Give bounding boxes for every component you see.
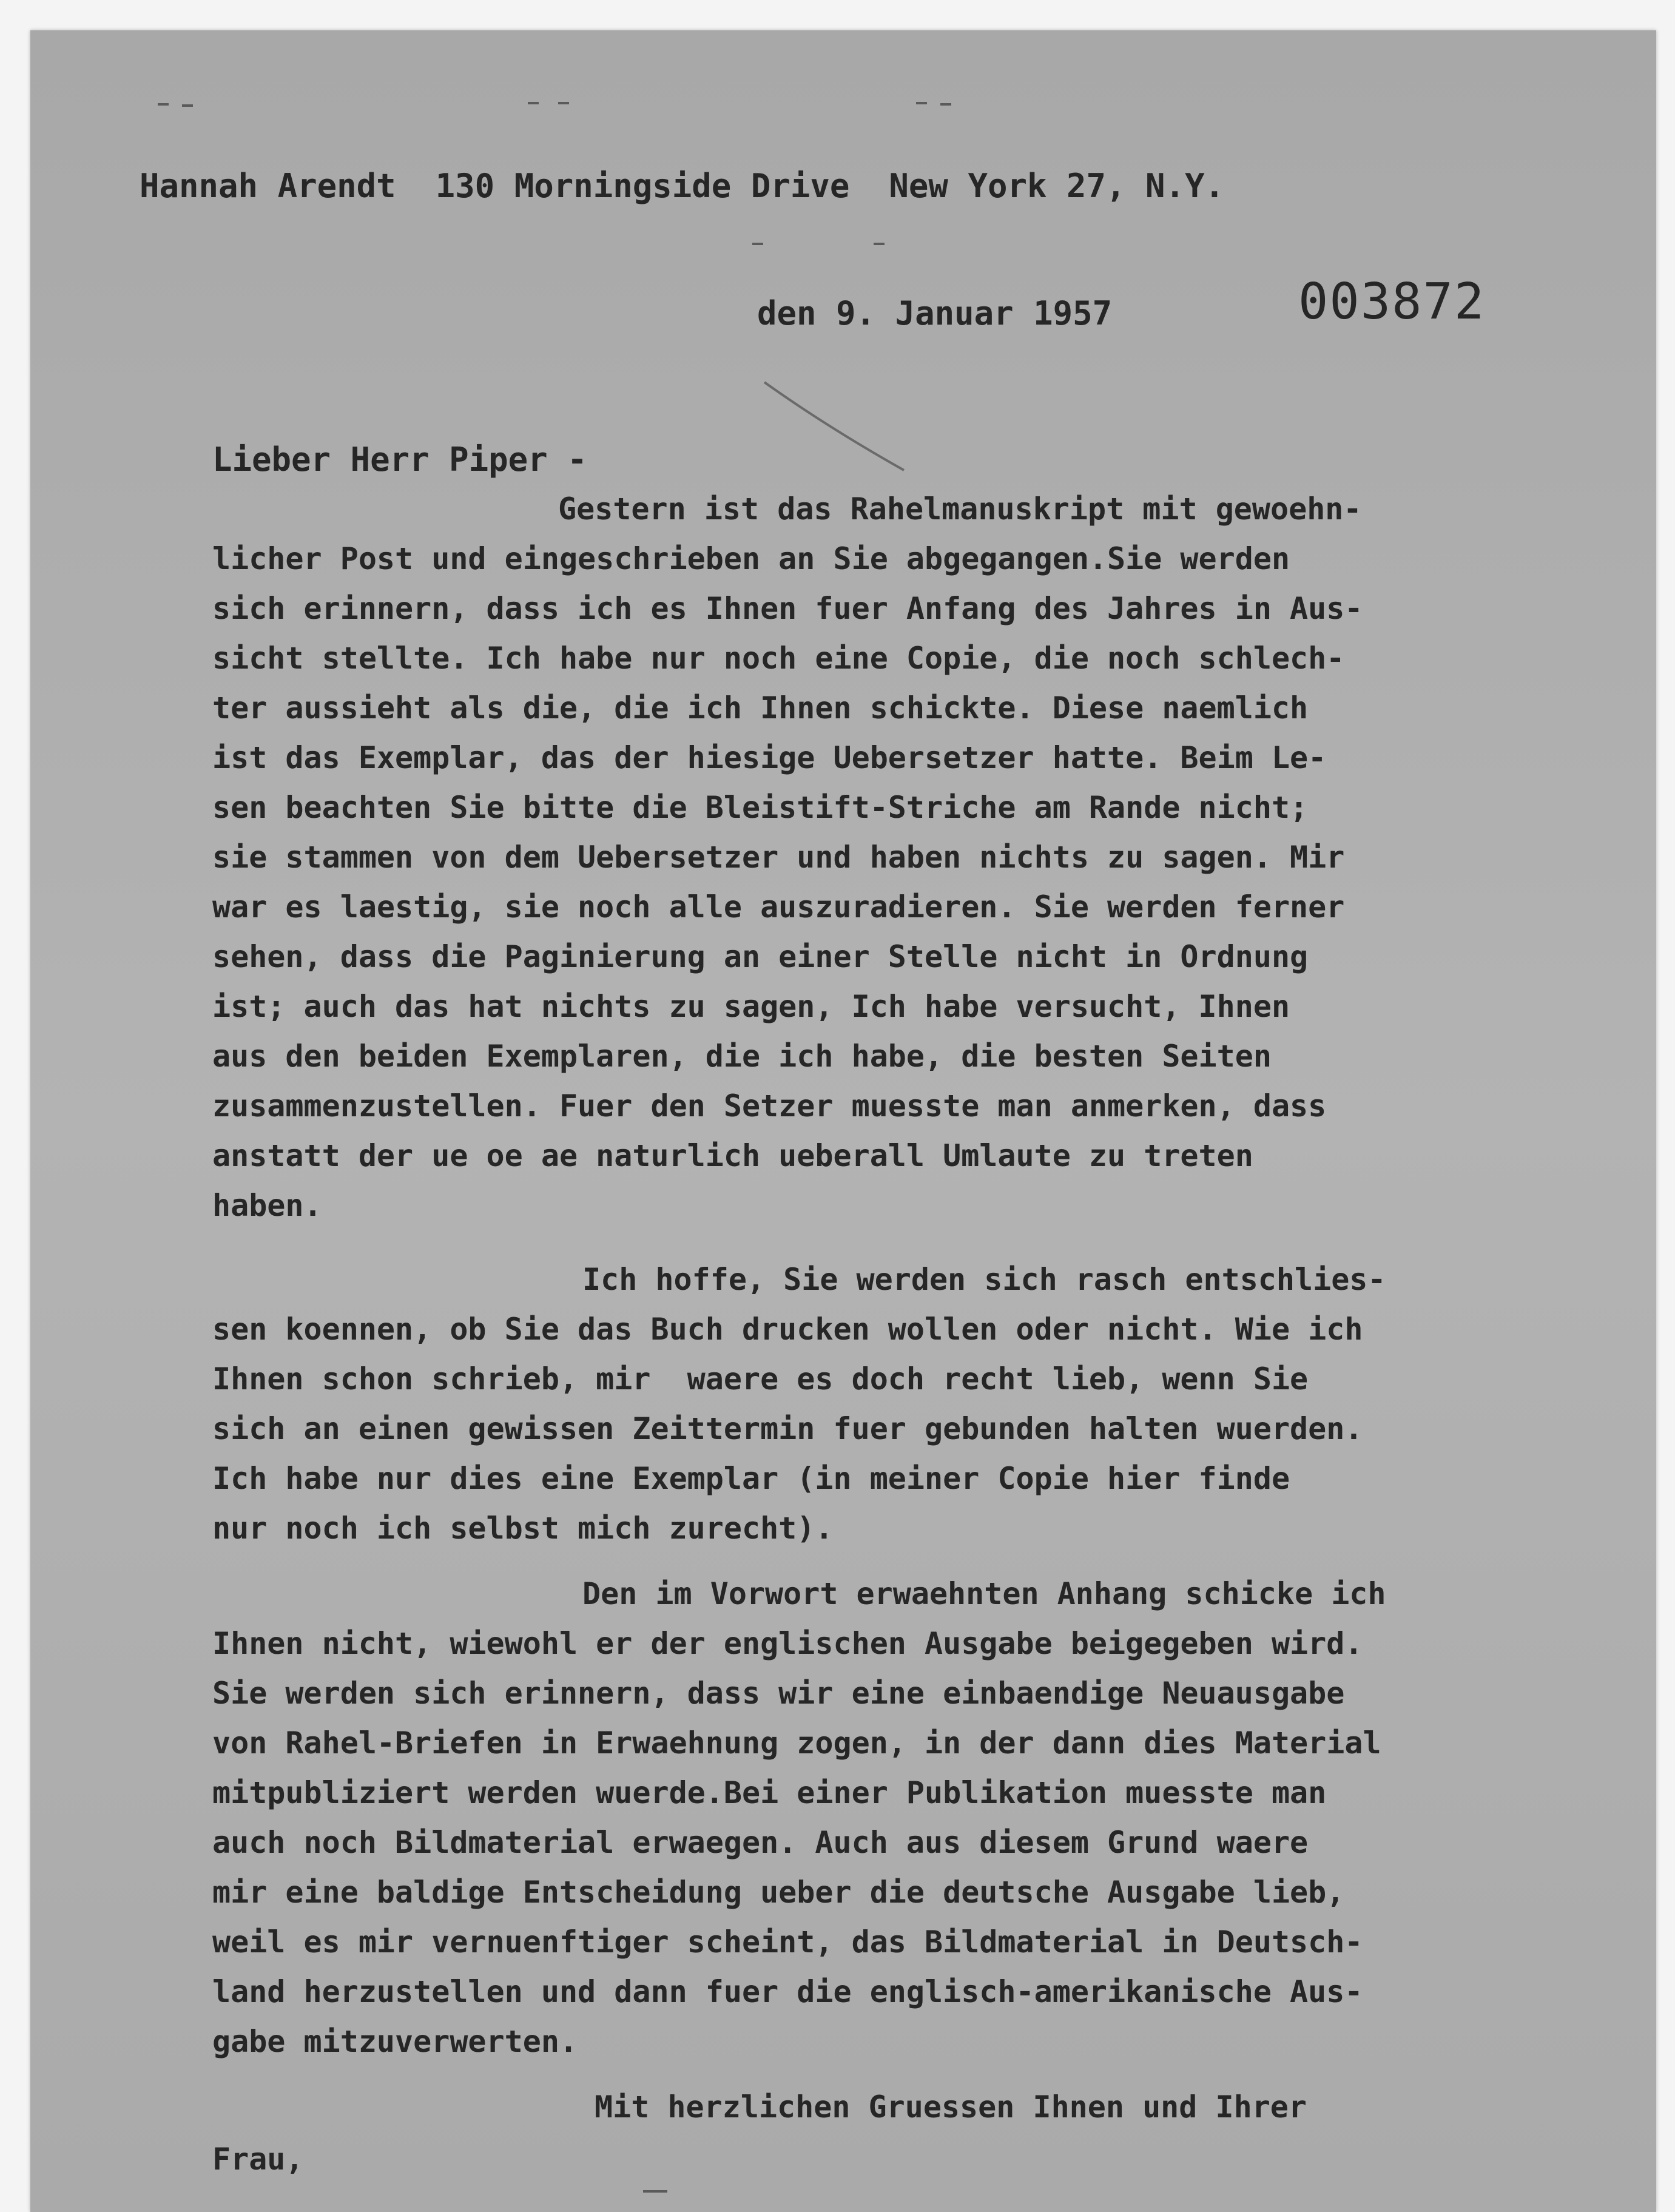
letterhead-address: Hannah Arendt 130 Morningside Drive New York 27, N.Y.	[140, 167, 1225, 205]
stray-mark	[158, 103, 169, 106]
letter-sheet	[30, 30, 1656, 2212]
body-line: ist das Exemplar, das der hiesige Uebersetzer hatte. Beim Le-	[212, 740, 1327, 775]
body-line: ist; auch das hat nichts zu sagen, Ich habe versucht, Ihnen	[212, 989, 1290, 1024]
body-line: Sie werden sich erinnern, dass wir eine einbaendige Neuausgabe	[212, 1676, 1345, 1711]
letter-date: den 9. Januar 1957	[757, 294, 1113, 332]
body-line: war es laestig, sie noch alle auszuradieren. Sie werden ferner	[212, 889, 1345, 925]
stray-mark	[182, 104, 193, 107]
stray-mark	[916, 102, 927, 104]
body-line: sie stammen von dem Uebersetzer und haben nichts zu sagen. Mir	[212, 840, 1345, 875]
body-line: auch noch Bildmaterial erwaegen. Auch aus diesem Grund waere	[212, 1825, 1309, 1860]
closing-continuation: Frau,	[212, 2142, 304, 2177]
body-line: sicht stellte. Ich habe nur noch eine Copie, die noch schlech-	[212, 641, 1345, 676]
body-line: aus den beiden Exemplaren, die ich habe, die besten Seiten	[212, 1039, 1272, 1074]
body-line: sen beachten Sie bitte die Bleistift-Striche am Rande nicht;	[212, 790, 1309, 825]
body-line: licher Post und eingeschrieben an Sie abgegangen.Sie werden	[212, 541, 1290, 576]
body-line: Ihnen nicht, wiewohl er der englischen Ausgabe beigegeben wird.	[212, 1626, 1363, 1661]
body-line: ter aussieht als die, die ich Ihnen schickte. Diese naemlich	[212, 690, 1309, 726]
body-line: von Rahel-Briefen in Erwaehnung zogen, in der dann dies Material	[212, 1725, 1381, 1761]
salutation: Lieber Herr Piper -	[212, 440, 587, 479]
closing-line: Mit herzlichen Gruessen Ihnen und Ihrer	[595, 2089, 1307, 2125]
body-line: gabe mitzuverwerten.	[212, 2024, 578, 2059]
body-line: Ich habe nur dies eine Exemplar (in meiner Copie hier finde	[212, 1461, 1290, 1496]
stray-mark	[940, 103, 951, 106]
body-line: Ich hoffe, Sie werden sich rasch entschlies-	[582, 1262, 1386, 1297]
body-line: mitpubliziert werden wuerde.Bei einer Publikation muesste man	[212, 1775, 1327, 1810]
document-number: 003872	[1298, 273, 1486, 331]
body-line: Den im Vorwort erwaehnten Anhang schicke ich	[582, 1576, 1386, 1611]
body-line: Ihnen schon schrieb, mir waere es doch recht lieb, wenn Sie	[212, 1361, 1309, 1397]
stray-mark	[558, 102, 569, 104]
stray-mark	[874, 243, 885, 245]
body-line: zusammenzustellen. Fuer den Setzer muesste man anmerken, dass	[212, 1088, 1327, 1124]
body-line: sich erinnern, dass ich es Ihnen fuer Anfang des Jahres in Aus-	[212, 591, 1363, 626]
body-line: Gestern ist das Rahelmanuskript mit gewoehn-	[558, 491, 1362, 527]
body-line: nur noch ich selbst mich zurecht).	[212, 1511, 834, 1546]
body-line: weil es mir vernuenftiger scheint, das Bildmaterial in Deutsch-	[212, 1924, 1363, 1960]
body-line: haben.	[212, 1188, 322, 1223]
body-line: sehen, dass die Paginierung an einer Stelle nicht in Ordnung	[212, 939, 1309, 974]
stray-mark	[752, 243, 763, 245]
body-line: land herzustellen und dann fuer die englisch-amerikanische Aus-	[212, 1974, 1363, 2009]
body-line: sen koennen, ob Sie das Buch drucken wollen oder nicht. Wie ich	[212, 1312, 1363, 1347]
body-line: sich an einen gewissen Zeittermin fuer gebunden halten wuerden.	[212, 1411, 1363, 1446]
stray-mark	[528, 102, 539, 104]
body-line: mir eine baldige Entscheidung ueber die deutsche Ausgabe lieb,	[212, 1875, 1345, 1910]
stray-mark	[643, 2190, 667, 2193]
pencil-stroke-mark	[758, 370, 977, 479]
body-line: anstatt der ue oe ae naturlich ueberall Umlaute zu treten	[212, 1138, 1253, 1173]
